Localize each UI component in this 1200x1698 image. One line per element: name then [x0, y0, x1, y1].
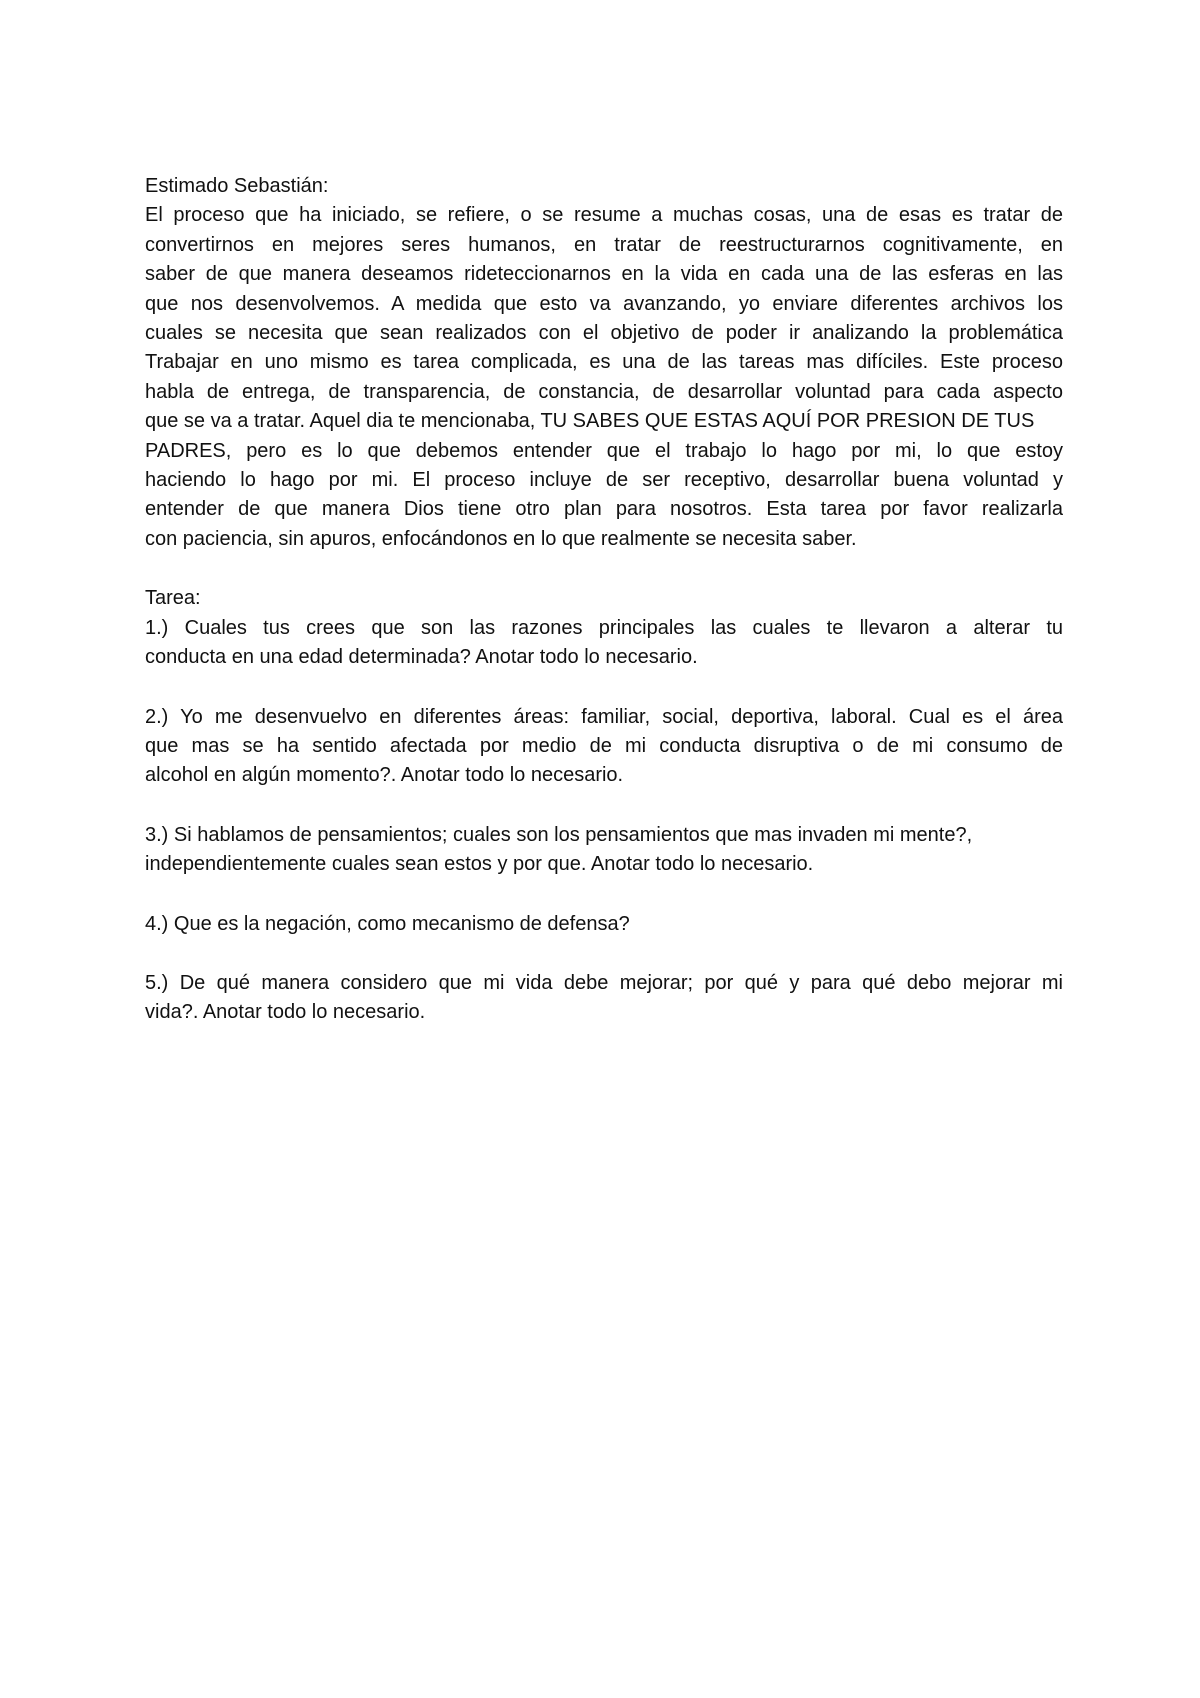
- intro-line: habla de entrega, de transparencia, de constancia, de desarrollar voluntad para cada aspecto: [145, 380, 1063, 403]
- question-line: 2.) Yo me desenvuelvo en diferentes áreas: familiar, social, deportiva, laboral. Cual es el área: [145, 705, 1063, 728]
- question-line: 3.) Si hablamos de pensamientos; cuales son los pensamientos que mas invaden mi mente?,: [145, 823, 973, 846]
- question-2: [145, 703, 1063, 791]
- greeting: Estimado Sebastián:: [145, 175, 329, 197]
- document-body: [145, 172, 1063, 1028]
- question-4: [145, 910, 1063, 939]
- intro-paragraph: [145, 201, 1063, 554]
- intro-line: que nos desenvolvemos. A medida que esto va avanzando, yo enviare diferentes archivos los: [145, 292, 1063, 315]
- intro-line: PADRES, pero es lo que debemos entender que el trabajo lo hago por mi, lo que estoy: [145, 439, 1063, 462]
- intro-line: haciendo lo hago por mi. El proceso incluye de ser receptivo, desarrollar buena voluntad y: [145, 469, 1063, 492]
- paragraph-gap: [145, 880, 1063, 910]
- task-heading: Tarea:: [145, 587, 201, 610]
- paragraph-gap: [145, 673, 1063, 703]
- question-line: 5.) De qué manera considero que mi vida debe mejorar; por qué y para qué debo mejorar mi: [145, 971, 1063, 994]
- question-line: independientemente cuales sean estos y por que. Anotar todo lo necesario.: [145, 853, 814, 876]
- intro-line: Trabajar en uno mismo es tarea complicada, es una de las tareas mas difíciles. Este proceso: [145, 351, 1063, 374]
- question-line: alcohol en algún momento?. Anotar todo lo necesario.: [145, 764, 624, 787]
- question-line: vida?. Anotar todo lo necesario.: [145, 1001, 426, 1024]
- question-line: 1.) Cuales tus crees que son las razones principales las cuales te llevaron a alterar tu: [145, 616, 1063, 639]
- question-5: [145, 969, 1063, 1028]
- question-line: que mas se ha sentido afectada por medio de mi conducta disruptiva o de mi consumo de: [145, 734, 1063, 757]
- question-line: conducta en una edad determinada? Anotar todo lo necesario.: [145, 646, 698, 669]
- intro-line: saber de que manera deseamos rideteccionarnos en la vida en cada una de las esferas en las: [145, 263, 1063, 286]
- paragraph-gap: [145, 554, 1063, 584]
- intro-line: El proceso que ha iniciado, se refiere, o se resume a muchas cosas, una de esas es tratar de: [145, 204, 1063, 227]
- paragraph-gap: [145, 939, 1063, 969]
- intro-line: que se va a tratar. Aquel dia te mencionaba, TU SABES QUE ESTAS AQUÍ POR PRESION DE TUS: [145, 410, 1035, 433]
- intro-line: convertirnos en mejores seres humanos, en tratar de reestructurarnos cognitivamente, en: [145, 233, 1063, 256]
- question-3: [145, 821, 1063, 880]
- intro-line: entender de que manera Dios tiene otro plan para nosotros. Esta tarea por favor realizarla: [145, 498, 1063, 521]
- question-line: 4.) Que es la negación, como mecanismo de defensa?: [145, 912, 630, 935]
- intro-line: con paciencia, sin apuros, enfocándonos en lo que realmente se necesita saber.: [145, 527, 857, 550]
- intro-line: cuales se necesita que sean realizados con el objetivo de poder ir analizando la problemática: [145, 322, 1063, 345]
- question-1: [145, 614, 1063, 673]
- paragraph-gap: [145, 791, 1063, 821]
